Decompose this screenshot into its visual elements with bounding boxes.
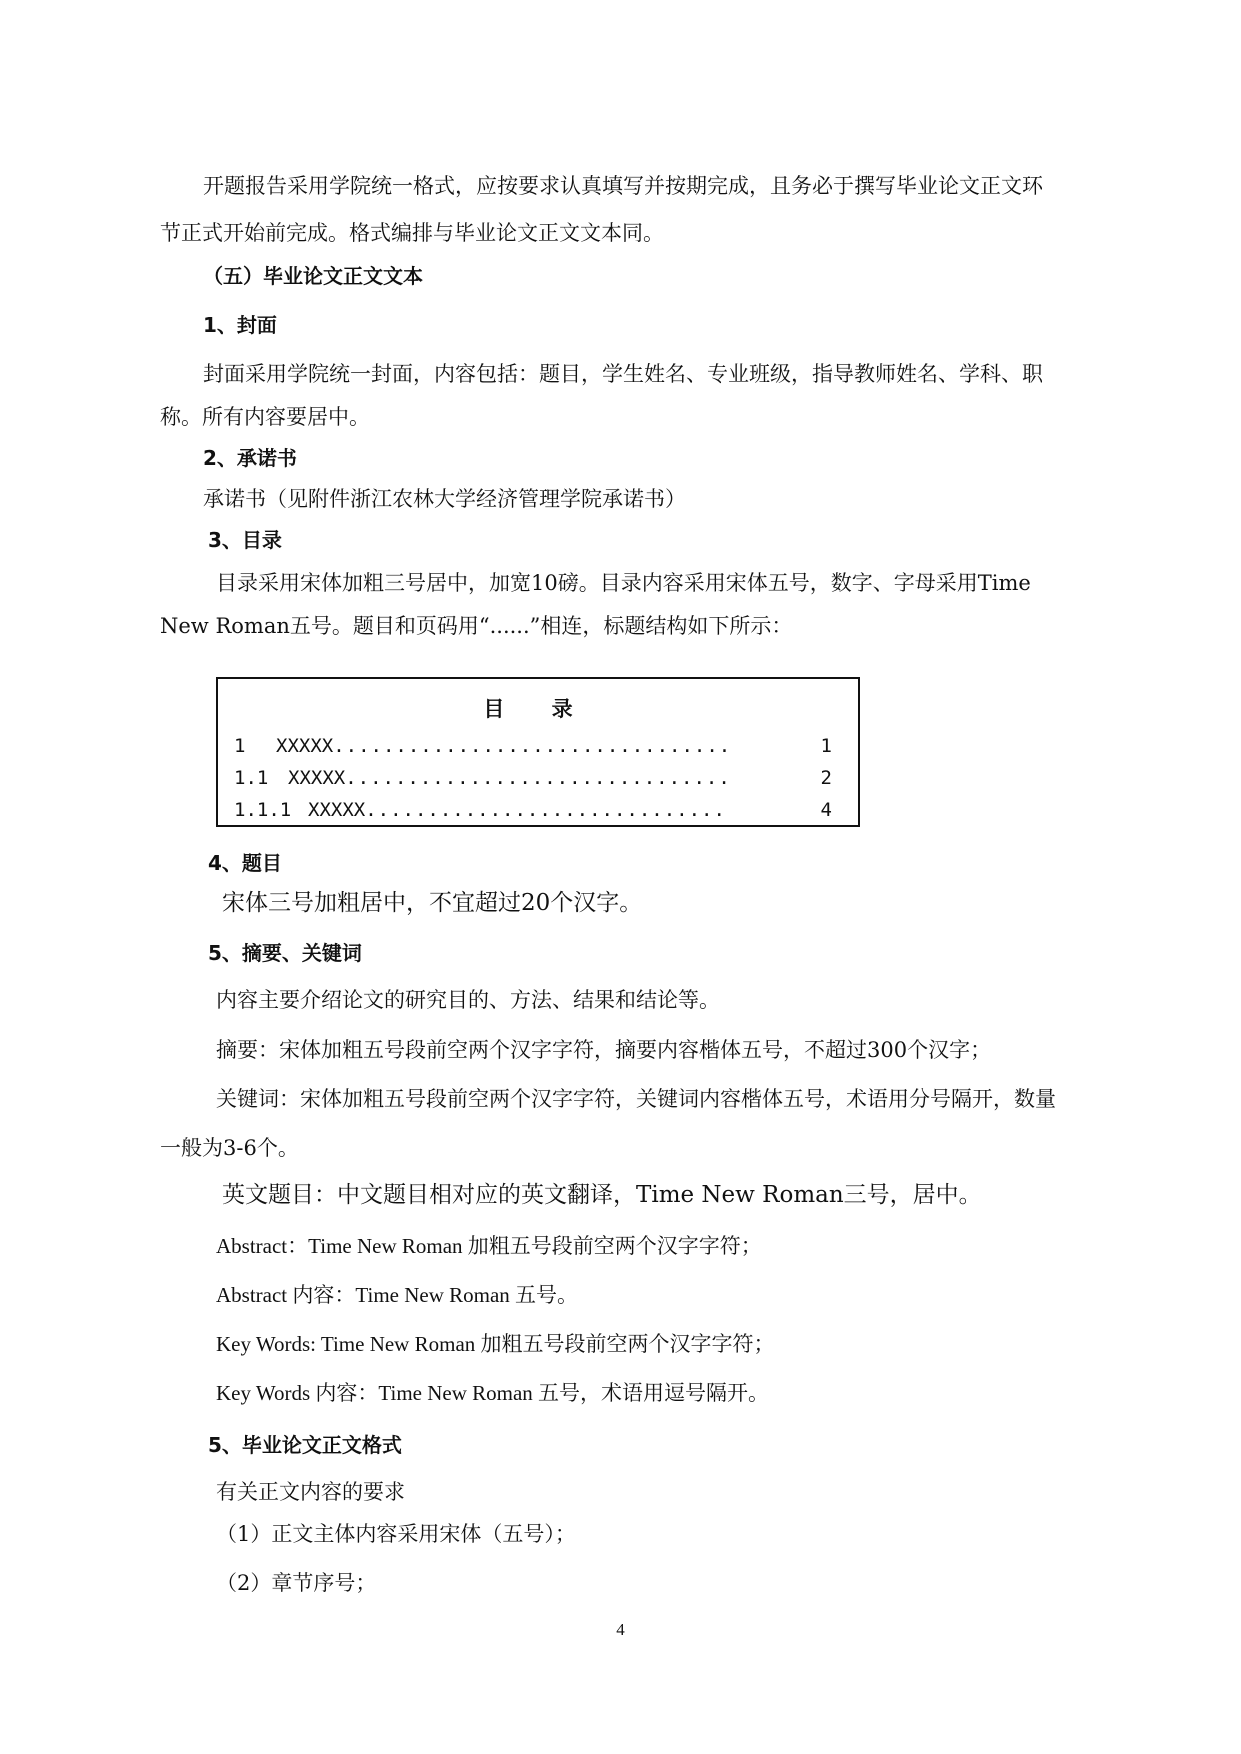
toc-row-page: 2 (820, 767, 832, 789)
subsection-heading-pledge: 2、承诺书 (203, 446, 297, 470)
toc-example-row (234, 765, 832, 791)
paragraph-line: New Roman五号。题目和页码用“......”相连，标题结构如下所示： (160, 614, 793, 638)
paragraph-line: （1）正文主体内容采用宋体（五号）； (216, 1522, 576, 1546)
toc-example-row (234, 733, 832, 759)
toc-row-page: 1 (820, 735, 832, 757)
toc-row-number: 1.1.1 (234, 799, 292, 821)
page-number: 4 (616, 1620, 625, 1639)
paragraph-line: 关键词：宋体加粗五号段前空两个汉字字符，关键词内容楷体五号，术语用分号隔开，数量 (216, 1087, 1056, 1111)
subsection-heading-abstract: 5、摘要、关键词 (208, 941, 362, 965)
toc-row-dots: ................................ (333, 735, 732, 757)
paragraph-line: 目录采用宋体加粗三号居中，加宽10磅。目录内容采用宋体五号，数字、字母采用Time (216, 571, 1031, 595)
toc-row-dots: ............................. (365, 799, 726, 821)
paragraph-line: 摘要：宋体加粗五号段前空两个汉字字符，摘要内容楷体五号，不超过300个汉字； (216, 1038, 992, 1062)
toc-row-page: 4 (820, 799, 832, 821)
section-heading: （五）毕业论文正文文本 (203, 264, 423, 288)
paragraph-line: Key Words 内容：Time New Roman 五号，术语用逗号隔开。 (216, 1381, 770, 1405)
paragraph-line: 英文题目：中文题目相对应的英文翻译，Time New Roman三号，居中。 (222, 1182, 982, 1208)
paragraph-line: Abstract 内容：Time New Roman 五号。 (216, 1283, 579, 1307)
toc-row-text: XXXXX (276, 735, 334, 757)
paragraph-line: Abstract：Time New Roman 加粗五号段前空两个汉字字符； (216, 1234, 762, 1258)
toc-row-number: 1.1 (234, 767, 269, 789)
paragraph-line: Key Words: Time New Roman 加粗五号段前空两个汉字字符； (216, 1332, 775, 1356)
subsection-heading-cover: 1、封面 (203, 313, 277, 337)
subsection-heading-title: 4、题目 (208, 851, 282, 875)
toc-example-title: 目 录 (483, 697, 593, 721)
toc-example-row (234, 797, 832, 823)
paragraph-line: 开题报告采用学院统一格式，应按要求认真填写并按期完成，且务必于撰写毕业论文正文环 (203, 174, 1043, 198)
toc-row-number: 1 (234, 735, 246, 757)
paragraph-line: 宋体三号加粗居中，不宜超过20个汉字。 (222, 890, 643, 916)
paragraph-line: 节正式开始前完成。格式编排与毕业论文正文文本同。 (160, 221, 664, 245)
toc-row-dots: ............................... (345, 767, 731, 789)
paragraph-line: 承诺书（见附件浙江农林大学经济管理学院承诺书） (203, 487, 686, 511)
paragraph-line: 有关正文内容的要求 (216, 1480, 405, 1504)
toc-row-text: XXXXX (288, 767, 346, 789)
paragraph-line: 封面采用学院统一封面，内容包括：题目，学生姓名、专业班级，指导教师姓名、学科、职 (203, 362, 1043, 386)
subsection-heading-toc: 3、目录 (208, 528, 282, 552)
subsection-heading-body: 5、毕业论文正文格式 (208, 1433, 402, 1457)
toc-row-text: XXXXX (308, 799, 366, 821)
paragraph-line: 内容主要介绍论文的研究目的、方法、结果和结论等。 (216, 988, 720, 1012)
toc-example-box (216, 677, 860, 827)
paragraph-line: 称。所有内容要居中。 (160, 405, 370, 429)
paragraph-line: （2）章节序号； (216, 1571, 377, 1595)
paragraph-line: 一般为3-6个。 (160, 1136, 299, 1160)
